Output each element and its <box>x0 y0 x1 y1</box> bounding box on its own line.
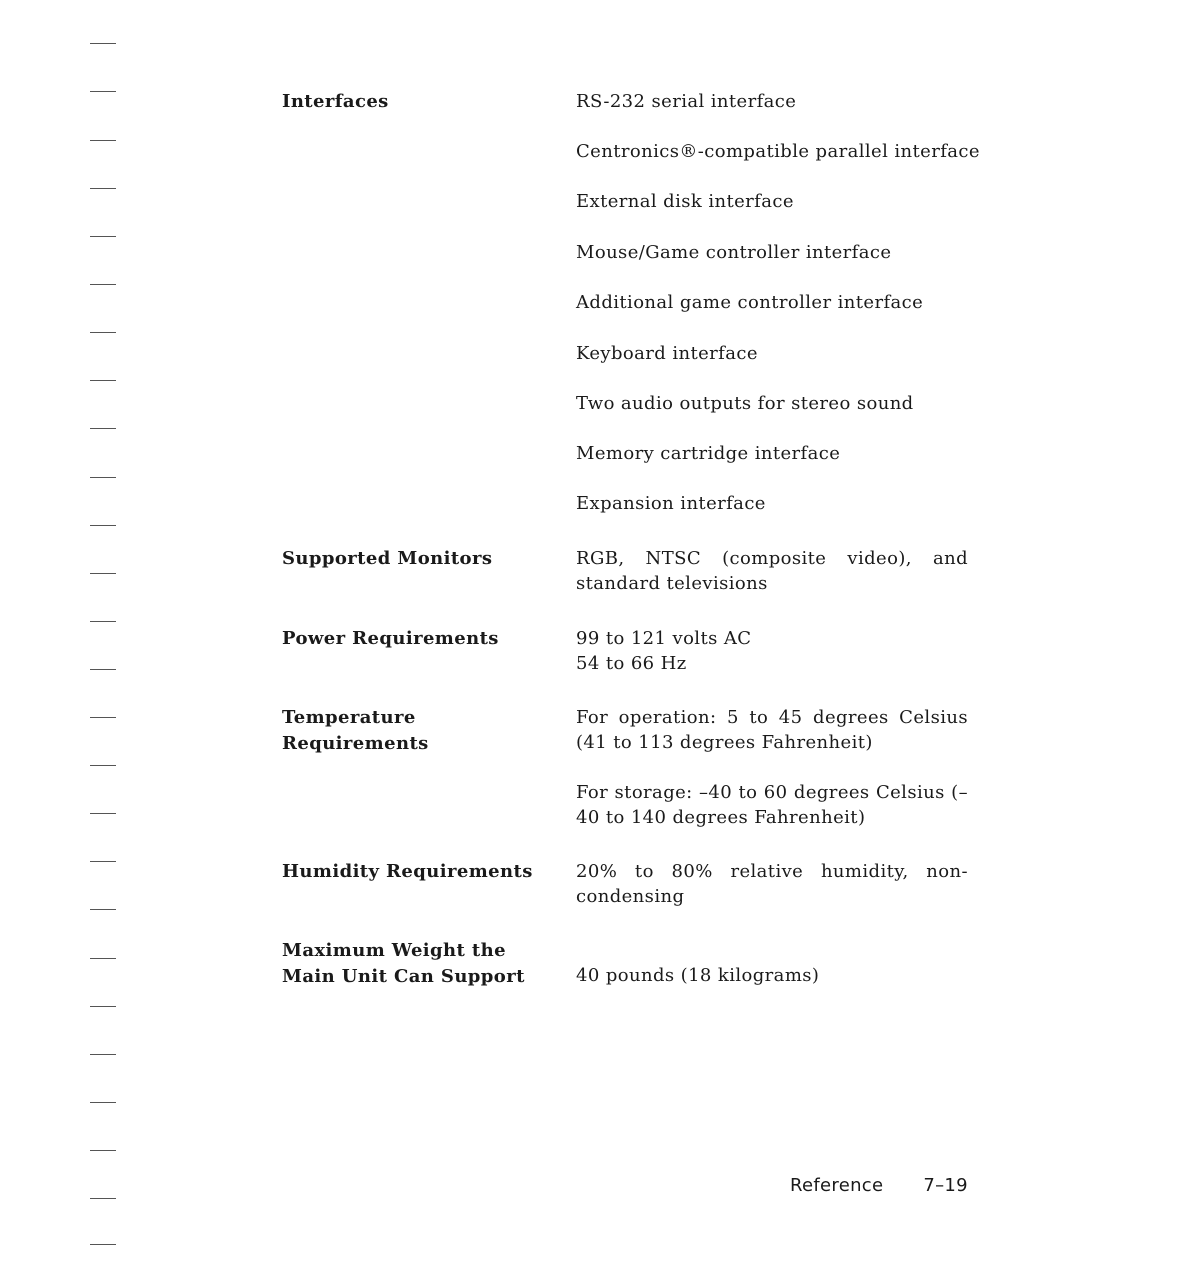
interface-item: Expansion interface <box>576 493 766 514</box>
binding-mark <box>90 140 116 141</box>
binding-mark <box>90 765 116 766</box>
binding-mark <box>90 861 116 862</box>
weight-label-line: Main Unit Can Support <box>282 966 525 987</box>
binding-mark <box>90 958 116 959</box>
power-frequency: 54 to 66 Hz <box>576 653 687 674</box>
binding-mark <box>90 1102 116 1103</box>
interface-item: Centronics®-compatible parallel interface <box>576 141 980 162</box>
spec-label: Temperature Requirements <box>282 707 429 754</box>
spec-value: 40 pounds (18 kilograms) <box>576 965 820 986</box>
spec-label: Supported Monitors <box>282 548 493 569</box>
binding-mark <box>90 621 116 622</box>
binding-mark <box>90 380 116 381</box>
binding-mark <box>90 813 116 814</box>
binding-mark <box>90 1006 116 1007</box>
binding-mark <box>90 1150 116 1151</box>
binding-mark <box>90 573 116 574</box>
binding-mark <box>90 91 116 92</box>
binding-mark <box>90 1198 116 1199</box>
weight-label-line: Maximum Weight the <box>282 940 506 961</box>
binding-mark <box>90 428 116 429</box>
spec-value: RGB, NTSC (composite video), and standard televisions <box>576 548 968 594</box>
interface-item: Keyboard interface <box>576 343 758 364</box>
interface-item: Additional game controller interface <box>576 292 924 313</box>
binding-mark <box>90 717 116 718</box>
binding-mark <box>90 236 116 237</box>
binding-mark <box>90 284 116 285</box>
binding-mark <box>90 909 116 910</box>
binding-marks <box>90 0 120 1266</box>
page-footer <box>790 1175 968 1196</box>
interface-item: Mouse/Game controller interface <box>576 242 892 263</box>
page-number: 7–19 <box>923 1175 968 1196</box>
interface-item: Two audio outputs for stereo sound <box>576 393 914 414</box>
temperature-operation: For operation: 5 to 45 degrees Celsius (41 to 113 degrees Fahrenheit) <box>576 707 968 753</box>
temperature-storage: For storage: –40 to 60 degrees Celsius (–40 to 140 degrees Fahrenheit) <box>576 782 968 828</box>
binding-mark <box>90 477 116 478</box>
spec-label: Interfaces <box>282 91 389 112</box>
binding-mark <box>90 332 116 333</box>
spec-label: Power Requirements <box>282 628 499 649</box>
footer-section: Reference <box>790 1175 884 1196</box>
binding-mark <box>90 1244 116 1245</box>
interface-item: RS-232 serial interface <box>576 91 797 112</box>
spec-value <box>576 626 968 676</box>
spec-label: Humidity Requirements <box>282 861 533 882</box>
binding-mark <box>90 188 116 189</box>
interface-item: External disk interface <box>576 191 794 212</box>
binding-mark <box>90 1054 116 1055</box>
spec-value: 20% to 80% relative humidity, non-condensing <box>576 861 968 907</box>
binding-mark <box>90 525 116 526</box>
interface-item: Memory cartridge interface <box>576 443 841 464</box>
power-voltage: 99 to 121 volts AC <box>576 628 752 649</box>
binding-mark <box>90 43 116 44</box>
spec-label <box>282 938 562 990</box>
binding-mark <box>90 669 116 670</box>
